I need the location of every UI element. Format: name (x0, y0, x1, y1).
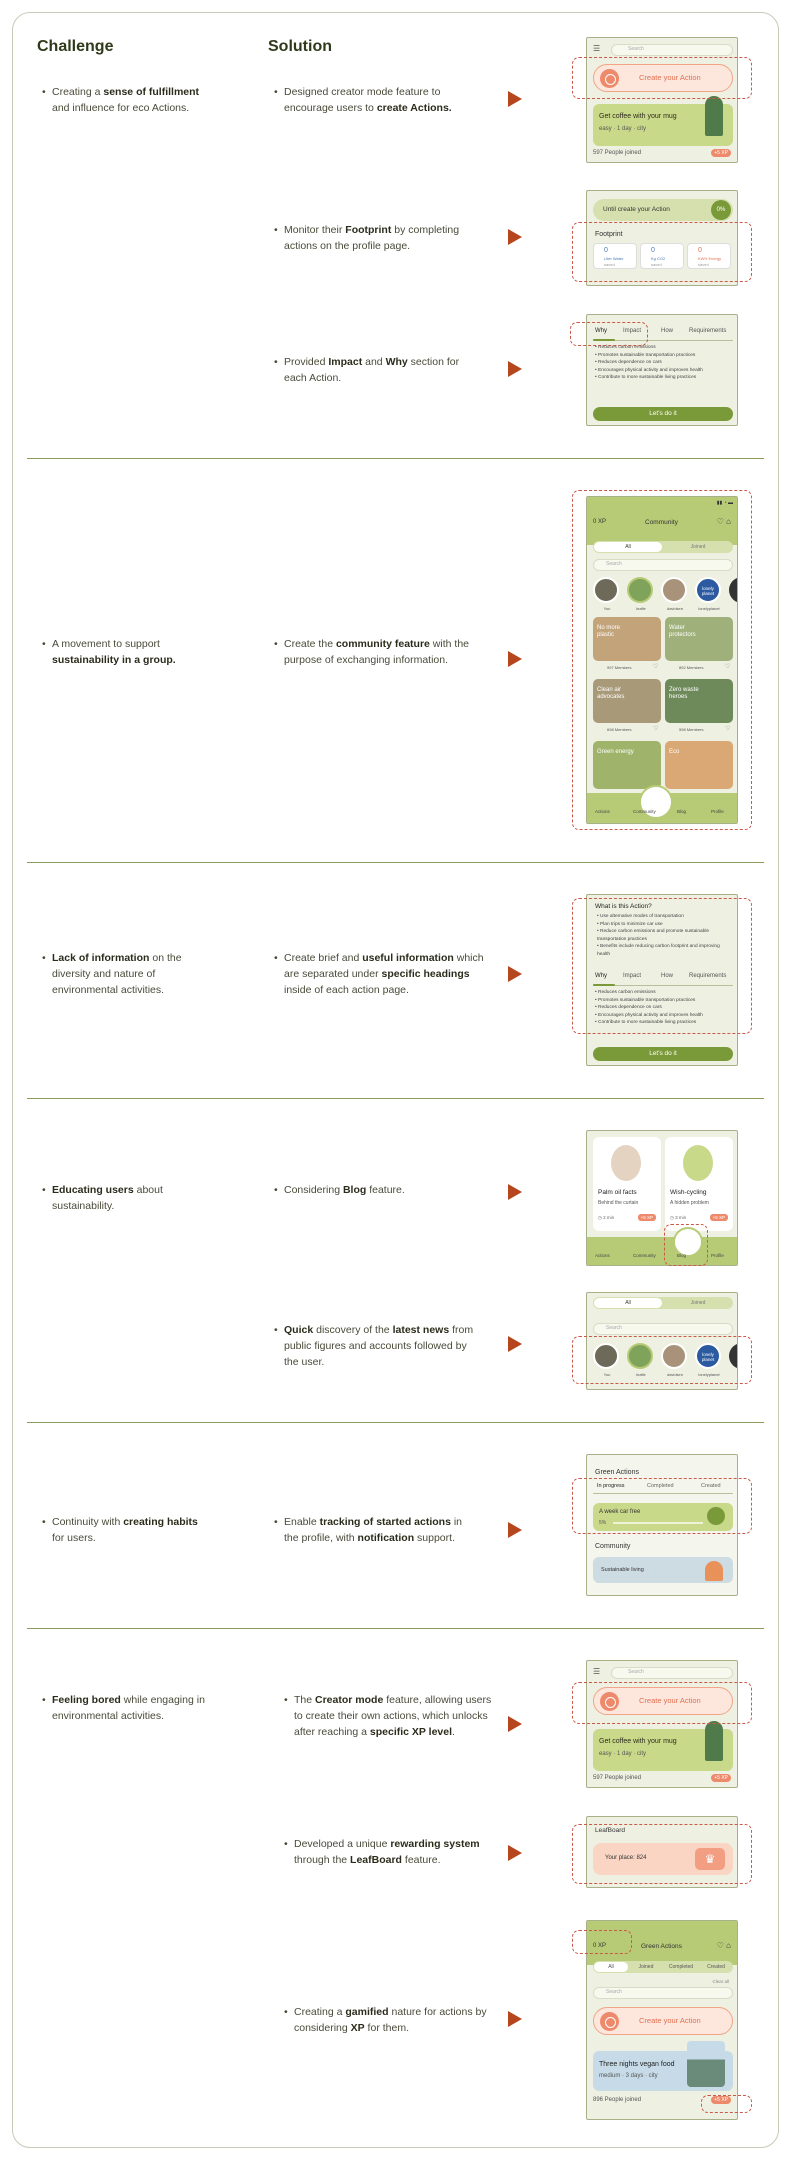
section-divider (27, 862, 764, 863)
bold-text: Footprint (345, 224, 392, 236)
solution-text: • Create brief and useful information which are separated under specific headings inside of each action page. (274, 952, 484, 996)
filter-toggle[interactable]: All Joined (593, 541, 733, 553)
highlight-box (572, 1682, 752, 1724)
heart-icon[interactable]: ♡ ⌂ (716, 1941, 731, 1950)
create-action-button[interactable]: Create your Action (593, 2007, 733, 2035)
solution-text: • Monitor their Footprint by completing actions on the profile page. (274, 224, 460, 252)
section-divider (27, 458, 764, 459)
solution-text: • Quick discovery of the latest news from public figures and accounts followed by the user. (274, 1324, 474, 1368)
bullet-point: • Reduces dependence on cars (595, 1005, 662, 1010)
bold-text: sense of fulfillment (103, 86, 200, 98)
blog-title: Palm oil facts (598, 1189, 637, 1196)
xp-badge: 0 XP (593, 519, 607, 525)
in-progress-card[interactable]: A week car free 5% (593, 1503, 733, 1531)
bold-text: useful information (362, 952, 454, 964)
header-bar: 0 XP Green Actions ♡ ⌂ (587, 1921, 738, 1965)
heart-icon[interactable]: ♡ (653, 664, 659, 670)
bullet-point: • Plan trips to minimize car use (597, 921, 663, 927)
action-card[interactable]: Three nights vegan food medium · 3 days · city (593, 2051, 733, 2091)
bullet-point: • Contribute to more sustainable living practices (595, 375, 697, 380)
arrow-icon (508, 2011, 522, 2027)
arrow-icon (508, 229, 522, 245)
group-members: 698 Members (607, 727, 632, 732)
bold-text: latest news (392, 1324, 450, 1336)
person-illustration (705, 1721, 723, 1761)
person-illustration (705, 96, 723, 136)
tab-requirements[interactable]: Requirements (689, 328, 727, 334)
person-illustration (705, 1561, 723, 1581)
story-label: davidsen (666, 606, 683, 611)
group-name: No more plastic (597, 625, 621, 638)
blog-sub: Behind the curtain (598, 1200, 639, 1206)
story-label: You (603, 606, 611, 611)
solution-text: • Provided Impact and Why section for each Action. (274, 356, 460, 384)
tab-created[interactable]: Created (701, 1483, 721, 1489)
story-label: leafle (636, 606, 646, 611)
section-divider (27, 1628, 764, 1629)
xp-badge: +5 XP (710, 1214, 728, 1221)
solution-text: • Considering Blog feature. (274, 1184, 405, 1196)
blog-screen (586, 1130, 738, 1266)
story-label: davidsen (666, 1372, 683, 1377)
bullet-point: • Reduces carbon emissions (595, 345, 656, 350)
highlight-box (572, 898, 752, 1034)
leafboard-screen: LeafBoard Your place: 824 ♛ (586, 1816, 738, 1888)
tab-how[interactable]: How (661, 973, 674, 979)
bold-text: specific XP level (369, 1726, 452, 1738)
filter-all[interactable]: All (594, 1962, 628, 1972)
bold-text: notification (357, 1532, 415, 1544)
tab-impact[interactable]: Impact (623, 973, 642, 979)
filter-toggle[interactable]: All Joined (593, 1297, 733, 1309)
bold-text: XP (350, 2022, 365, 2034)
footprint-value: 0 (698, 247, 702, 254)
filter-icon[interactable]: ☰ (593, 44, 601, 53)
challenge-text: • A movement to support sustainability in a group. (42, 638, 176, 666)
xp-badge: +5 XP (638, 1214, 656, 1221)
blog-illustration (611, 1145, 641, 1181)
heart-icon[interactable]: ♡ (725, 726, 731, 732)
group-members: 598 Members (679, 727, 704, 732)
bold-text: Blog (342, 1184, 367, 1196)
footprint-unit: KWH Energy (698, 256, 722, 261)
blog-card[interactable] (593, 1137, 661, 1231)
solution-text: • Creating a gamified nature for actions by considering XP for them. (284, 2006, 487, 2034)
bold-text: Why (385, 356, 408, 368)
tab-impact[interactable]: Impact (623, 328, 642, 334)
bold-text: gamified (345, 2006, 389, 2018)
footprint-screen: Until create your Action 0% Footprint 0 Liter Water saved 0 Kg CO2 saved 0 KWH Energy saved (586, 190, 738, 286)
green-actions-list-screen: 0 XP Green Actions ♡ ⌂ All Joined Completed Created Clear all Search Create your Action Three nights vegan food medium · 3 days · city 896 People joined +5 XP (586, 1920, 738, 2120)
solution-text: • Developed a unique rewarding system through the LeafBoard feature. (284, 1838, 480, 1866)
nav-profile[interactable]: Profile (711, 1253, 724, 1258)
arrow-icon (508, 1716, 522, 1732)
highlight-box (572, 1930, 632, 1954)
what-title: What is this Action? (595, 903, 652, 910)
lets-do-it-button[interactable]: Let's do it (593, 1047, 733, 1061)
story-label: lonelyplanet (698, 1372, 720, 1377)
heart-icon[interactable]: ♡ (725, 664, 731, 670)
bold-text: Quick (284, 1324, 314, 1336)
progress-bar: Until create your Action 0% (593, 199, 733, 221)
actions-screen: ☰ Search Create your Action Get coffee with your mug easy · 1 day · city 597 People joined +5 XP (586, 37, 738, 163)
highlight-box (570, 322, 648, 346)
nav-actions[interactable]: Actions (595, 809, 610, 814)
heart-icon[interactable]: ♡ ⌂ (716, 517, 731, 526)
tab-in-progress[interactable]: In progress (597, 1483, 625, 1489)
tab-why[interactable]: Why (595, 328, 607, 334)
lets-do-it-button[interactable]: Let's do it (593, 407, 733, 421)
action-card[interactable]: Get coffee with your mug easy · 1 day · city (593, 1729, 733, 1771)
arrow-icon (508, 1845, 522, 1861)
tab-how[interactable]: How (661, 328, 674, 334)
challenge-text: • Lack of information on the diversity and nature of environmental activities. (42, 952, 182, 996)
highlight-box (572, 490, 752, 830)
footprint-unit: Liter Water (604, 256, 624, 261)
bullet-point: • Reduces dependence on cars (595, 360, 662, 365)
plus-icon (600, 2012, 619, 2031)
blog-illustration (683, 1145, 713, 1181)
story-label: lonelyplanet (698, 606, 720, 611)
blog-card[interactable] (665, 1137, 733, 1231)
action-card[interactable]: Get coffee with your mug easy · 1 day · city (593, 104, 733, 146)
nav-profile[interactable]: Profile (711, 809, 724, 814)
create-action-button[interactable]: Create your Action (593, 1687, 733, 1715)
highlight-box (664, 1224, 708, 1266)
arrow-icon (508, 1336, 522, 1352)
highlight-box (701, 2095, 752, 2113)
challenge-text: • Continuity with creating habits for users. (42, 1516, 198, 1544)
leafboard-card[interactable]: Your place: 824 ♛ (593, 1843, 733, 1875)
footprint-unit: Kg CO2 (651, 256, 666, 261)
lonely-planet-logo: lonely planet (701, 1352, 715, 1362)
solution-text: • Designed creator mode feature to encourage users to create Actions. (274, 86, 452, 114)
trophy-icon: ♛ (695, 1848, 725, 1870)
bullet-point: • Reduce carbon emissions and promote sustainable transportation practices (597, 929, 710, 942)
filter-created[interactable]: Created (707, 1964, 725, 1970)
solution-header: Solution (268, 38, 332, 55)
section-divider (27, 1098, 764, 1099)
solution-text: • Create the community feature with the purpose of exchanging information. (274, 638, 469, 666)
highlight-box (572, 57, 752, 99)
actions-screen-creator: ☰ Search Create your Action Get coffee with your mug easy · 1 day · city 597 People joined +5 XP (586, 1660, 738, 1788)
bold-text: LeafBoard (350, 1854, 402, 1866)
footprint-value: 0 (604, 247, 608, 254)
bold-text: Creator mode (315, 1694, 384, 1706)
arrow-icon (508, 361, 522, 377)
arrow-icon (508, 1184, 522, 1200)
bold-text: tracking of started actions (319, 1516, 451, 1528)
section-divider (27, 1422, 764, 1423)
tab-why[interactable]: Why (595, 973, 607, 979)
bold-text: creating habits (123, 1516, 198, 1528)
heart-icon[interactable]: ♡ (653, 726, 659, 732)
nav-blog[interactable]: Blog (677, 809, 687, 814)
story-label: leafle (636, 1372, 646, 1377)
search-input[interactable]: Search (611, 1667, 733, 1679)
search-input[interactable]: Search (593, 559, 733, 571)
arrow-icon (508, 91, 522, 107)
bold-text: community feature (335, 638, 430, 650)
footprint-sub: saved (651, 262, 662, 267)
search-input[interactable]: Search (593, 1987, 733, 1999)
highlight-box (572, 222, 752, 282)
filter-joined[interactable]: Joined (638, 1964, 654, 1970)
bullet-point: • Benefits include reducing carbon footprint and improving health (597, 944, 720, 957)
bold-text: Feeling bored (52, 1694, 121, 1706)
challenge-text: • Educating users about sustainability. (42, 1184, 163, 1212)
group-members: 997 Members (607, 665, 632, 670)
group-name: Water protectors (669, 625, 696, 638)
bold-text: rewarding system (390, 1838, 480, 1850)
arrow-icon (508, 1522, 522, 1538)
blog-title: Wish-cycling (670, 1189, 707, 1196)
challenge-text: • Feeling bored while engaging in environmental activities. (42, 1694, 205, 1722)
tab-requirements[interactable]: Requirements (689, 973, 727, 979)
bullet-point: • Encourages physical activity and improves health (595, 367, 703, 373)
arrow-icon (508, 651, 522, 667)
filter-icon[interactable]: ☰ (593, 1667, 601, 1676)
group-name: Green energy (597, 749, 634, 755)
footprint-sub: saved (698, 262, 709, 267)
bold-text: Educating users (52, 1184, 134, 1196)
community-title: Community (645, 519, 678, 526)
bullet-point: • Promotes sustainable transportation practices (595, 352, 696, 358)
read-time: ◷ 3 min (670, 1215, 687, 1220)
nav-actions[interactable]: Actions (595, 1253, 610, 1258)
nav-blog[interactable]: Blog (677, 1253, 687, 1258)
green-actions-screen: Green Actions In progress Completed Created A week car free 5% Community Sustainable living (586, 1454, 738, 1596)
highlight-box (572, 1824, 752, 1884)
story-label: You (603, 1372, 611, 1377)
filter-completed[interactable]: Completed (668, 1964, 694, 1970)
lonely-planet-logo: lonely planet (701, 586, 715, 596)
search-input[interactable]: Search (593, 1323, 733, 1335)
challenge-header: Challenge (37, 38, 114, 55)
bold-text: specific headings (381, 968, 470, 980)
footprint-value: 0 (651, 247, 655, 254)
bold-text: sustainability in a group. (52, 654, 176, 666)
group-name: Clean air advocates (597, 687, 625, 700)
bullet-point: • Contribute to more sustainable living practices (595, 1020, 697, 1025)
read-time: ◷ 2 min (598, 1215, 615, 1220)
group-name: Eco (669, 749, 680, 755)
create-action-button[interactable]: Create your Action (593, 64, 733, 92)
highlight-box (572, 1478, 752, 1534)
solution-text: • Enable tracking of started actions in the profile, with notification support. (274, 1516, 462, 1544)
solution-text: • The Creator mode feature, allowing users to create their own actions, which unlocks after reaching a specific XP level. (284, 1694, 492, 1738)
bullet-point: • Encourages physical activity and improves health (595, 1012, 703, 1018)
bold-text: create Actions. (376, 102, 452, 114)
community-card[interactable]: Sustainable living (593, 1557, 733, 1583)
bullet-point: • Promotes sustainable transportation practices (595, 997, 696, 1003)
highlight-box (572, 1336, 752, 1384)
group-name: Zero waste heroes (669, 687, 699, 700)
nav-community[interactable]: Community (633, 809, 656, 814)
blog-sub: A hidden problem (670, 1200, 709, 1206)
nav-community[interactable]: Community (633, 1253, 656, 1258)
challenge-text: • Creating a sense of fulfillment and influence for eco Actions. (42, 86, 200, 114)
arrow-icon (508, 966, 522, 982)
bold-text: Impact (328, 356, 363, 368)
bullet-point: • Use alternative modes of transportation (597, 914, 684, 919)
footprint-sub: saved (604, 262, 615, 267)
bold-text: Lack of information (52, 952, 150, 964)
bullet-point: • Reduces carbon emissions (595, 990, 656, 995)
search-input[interactable]: Search (611, 44, 733, 56)
tab-completed[interactable]: Completed (647, 1483, 674, 1489)
status-icons: ▮▮ ◔ ▬ (716, 500, 733, 506)
dinner-illustration (687, 2041, 725, 2087)
group-members: 892 Members (679, 665, 704, 670)
